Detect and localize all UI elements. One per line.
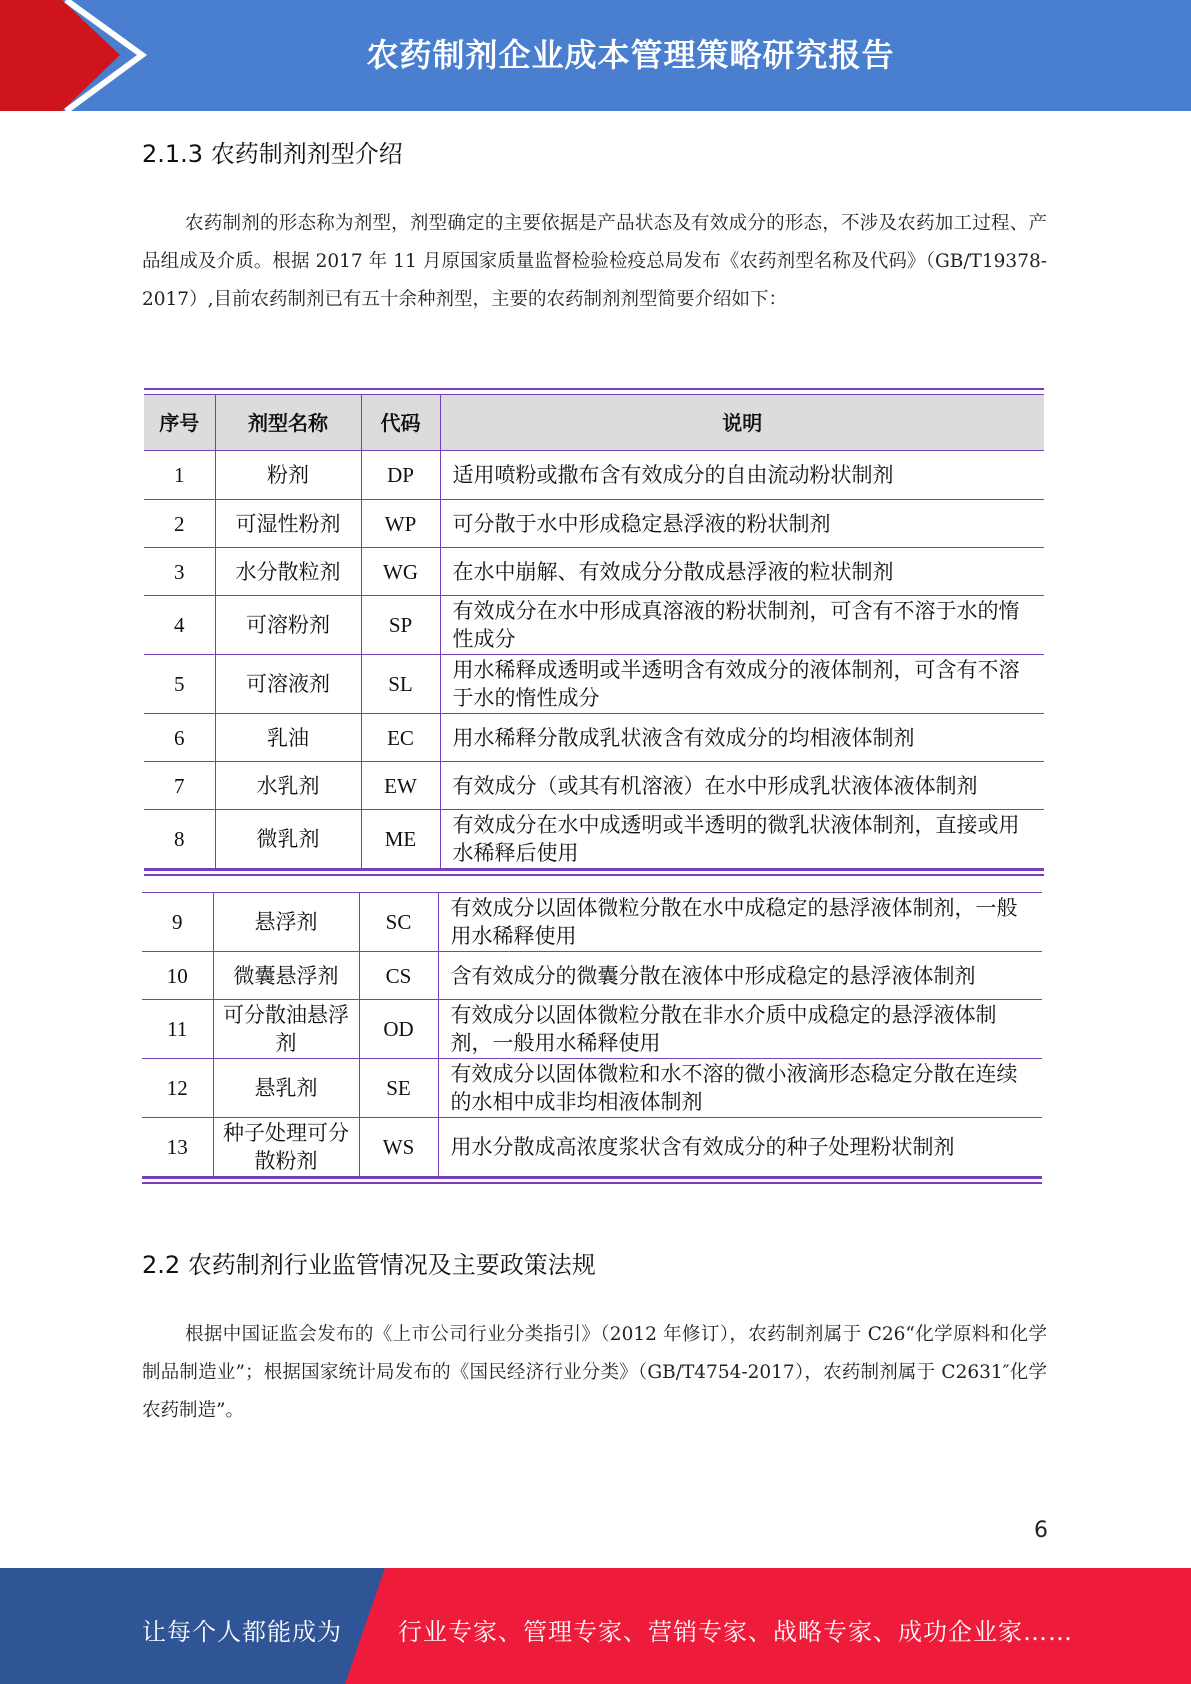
- section-heading-22: 2.2 农药制剂行业监管情况及主要政策法规: [142, 1251, 596, 1279]
- row-number: 10: [142, 952, 213, 1000]
- header-banner: [0, 0, 1191, 111]
- table-bottom-rule: [144, 874, 1044, 876]
- formulation-description: 含有效成分的微囊分散在液体中形成稳定的悬浮液体制剂: [438, 952, 1042, 1000]
- formulation-code: SE: [359, 1059, 438, 1118]
- formulation-name: 种子处理可分散粉剂: [213, 1118, 359, 1177]
- formulation-code: WP: [361, 500, 440, 548]
- formulation-description: 用水稀释成透明或半透明含有效成分的液体制剂，可含有不溶于水的惰性成分: [440, 655, 1044, 714]
- formulation-description: 可分散于水中形成稳定悬浮液的粉状制剂: [440, 500, 1044, 548]
- table-row: [144, 714, 1044, 762]
- col-header-no: 序号: [144, 395, 215, 451]
- formulation-name: 乳油: [215, 714, 361, 762]
- table-bottom-rule: [142, 1182, 1042, 1184]
- formulation-name: 微囊悬浮剂: [213, 952, 359, 1000]
- footer-banner: [0, 1568, 1191, 1684]
- formulation-table-part2: [142, 892, 1042, 1177]
- row-number: 12: [142, 1059, 213, 1118]
- formulation-description: 用水稀释分散成乳状液含有效成分的均相液体制剂: [440, 714, 1044, 762]
- table-row: [144, 655, 1044, 714]
- formulation-name: 可溶液剂: [215, 655, 361, 714]
- formulation-description: 有效成分以固体微粒分散在水中成稳定的悬浮液体制剂，一般用水稀释使用: [438, 893, 1042, 952]
- footer-slogan-right: 行业专家、管理专家、营销专家、战略专家、成功企业家……: [398, 1618, 1073, 1646]
- formulation-description: 用水分散成高浓度浆状含有效成分的种子处理粉状制剂: [438, 1118, 1042, 1177]
- formulation-code: SC: [359, 893, 438, 952]
- row-number: 4: [144, 596, 215, 655]
- table-header-row: [144, 395, 1044, 451]
- page-number: 6: [1034, 1518, 1048, 1543]
- formulation-table-part1: [144, 394, 1044, 869]
- section-heading-213: 2.1.3 农药制剂剂型介绍: [142, 140, 403, 168]
- table-row: [142, 1000, 1042, 1059]
- formulation-description: 有效成分（或其有机溶液）在水中形成乳状液体液体制剂: [440, 762, 1044, 810]
- table-top-rule: [144, 388, 1044, 390]
- formulation-code: OD: [359, 1000, 438, 1059]
- formulation-name: 水乳剂: [215, 762, 361, 810]
- formulation-name: 悬乳剂: [213, 1059, 359, 1118]
- table-row: [144, 596, 1044, 655]
- formulation-name: 悬浮剂: [213, 893, 359, 952]
- formulation-name: 可溶粉剂: [215, 596, 361, 655]
- table-row: [142, 893, 1042, 952]
- formulation-description: 适用喷粉或撒布含有效成分的自由流动粉状制剂: [440, 451, 1044, 500]
- table-row: [142, 952, 1042, 1000]
- row-number: 11: [142, 1000, 213, 1059]
- formulation-code: EC: [361, 714, 440, 762]
- intro-paragraph: 农药制剂的形态称为剂型，剂型确定的主要依据是产品状态及有效成分的形态，不涉及农药加工过程、产品组成及介质。根据 2017 年 11 月原国家质量监督检验检疫总局发布《农药剂型名称及代码》（GB/T19378-2017）,目前农药制剂已有五十余种剂型，主要的农药制剂剂型简要介绍如下：: [142, 213, 1047, 310]
- row-number: 9: [142, 893, 213, 952]
- table-row: [144, 810, 1044, 869]
- formulation-name: 可湿性粉剂: [215, 500, 361, 548]
- formulation-code: DP: [361, 451, 440, 500]
- formulation-code: EW: [361, 762, 440, 810]
- table-row: [144, 500, 1044, 548]
- table-row: [142, 1059, 1042, 1118]
- formulation-description: 有效成分在水中成透明或半透明的微乳状液体制剂，直接或用水稀释后使用: [440, 810, 1044, 869]
- formulation-description: 有效成分以固体微粒分散在非水介质中成稳定的悬浮液体制剂，一般用水稀释使用: [438, 1000, 1042, 1059]
- row-number: 7: [144, 762, 215, 810]
- table-row: [144, 451, 1044, 500]
- row-number: 2: [144, 500, 215, 548]
- formulation-code: SL: [361, 655, 440, 714]
- formulation-code: WG: [361, 548, 440, 596]
- footer-slogan-left: 让每个人都能成为: [142, 1618, 342, 1646]
- row-number: 1: [144, 451, 215, 500]
- report-title: 农药制剂企业成本管理策略研究报告: [366, 36, 895, 74]
- formulation-code: WS: [359, 1118, 438, 1177]
- formulation-description: 有效成分以固体微粒和水不溶的微小液滴形态稳定分散在连续的水相中成非均相液体制剂: [438, 1059, 1042, 1118]
- formulation-description: 有效成分在水中形成真溶液的粉状制剂，可含有不溶于水的惰性成分: [440, 596, 1044, 655]
- regulation-paragraph: 根据中国证监会发布的《上市公司行业分类指引》（2012 年修订），农药制剂属于 C26“化学原料和化学制品制造业”；根据国家统计局发布的《国民经济行业分类》（GB/T4754-2017），农药制剂属于 C2631″化学农药制造”。: [142, 1324, 1047, 1421]
- formulation-name: 水分散粒剂: [215, 548, 361, 596]
- table-row: [142, 1118, 1042, 1177]
- formulation-name: 微乳剂: [215, 810, 361, 869]
- row-number: 6: [144, 714, 215, 762]
- formulation-description: 在水中崩解、有效成分分散成悬浮液的粒状制剂: [440, 548, 1044, 596]
- col-header-desc: 说明: [440, 395, 1044, 451]
- formulation-code: ME: [361, 810, 440, 869]
- row-number: 3: [144, 548, 215, 596]
- formulation-name: 粉剂: [215, 451, 361, 500]
- formulation-name: 可分散油悬浮剂: [213, 1000, 359, 1059]
- table-row: [144, 548, 1044, 596]
- row-number: 13: [142, 1118, 213, 1177]
- formulation-code: CS: [359, 952, 438, 1000]
- row-number: 8: [144, 810, 215, 869]
- col-header-name: 剂型名称: [215, 395, 361, 451]
- formulation-code: SP: [361, 596, 440, 655]
- col-header-code: 代码: [361, 395, 440, 451]
- table-bottom-rule: [142, 1177, 1042, 1179]
- table-row: [144, 762, 1044, 810]
- row-number: 5: [144, 655, 215, 714]
- table-bottom-rule: [144, 869, 1044, 871]
